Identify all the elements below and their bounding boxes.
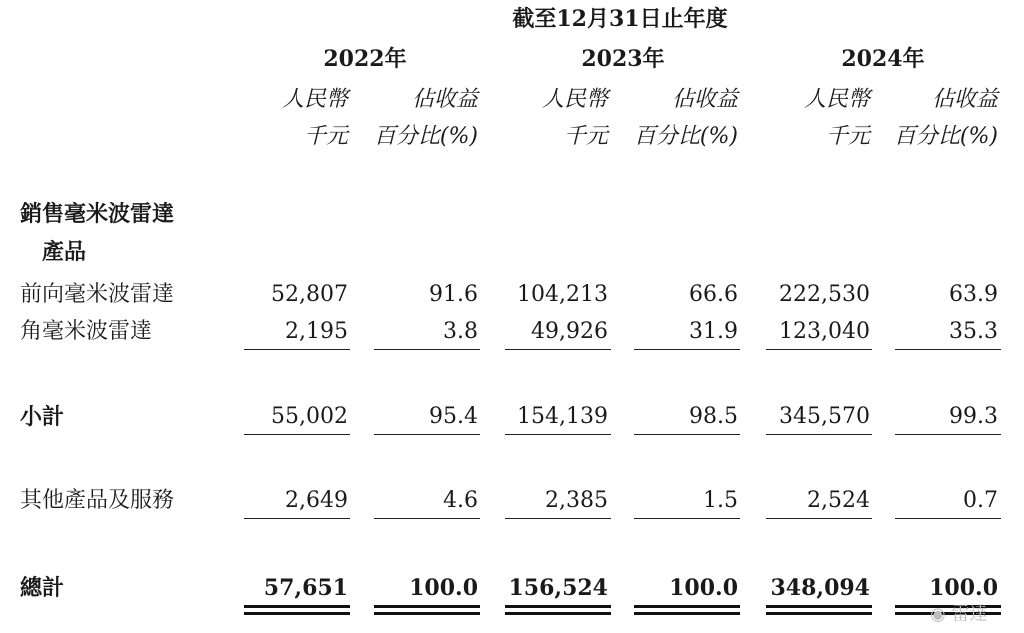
pct-label-percent-2022: 百分比(%) <box>373 124 478 149</box>
unit-label-rmb-2023: 人民幣 <box>541 87 608 112</box>
watermark-text: 雷達 <box>951 604 988 625</box>
table-cell: 66.6 <box>689 282 738 307</box>
table-cell: 95.4 <box>429 404 478 429</box>
watermark <box>930 600 987 626</box>
double-rule-top <box>244 605 350 608</box>
table-cell: 156,524 <box>508 575 608 601</box>
pct-label-revenue-2023: 佔收益 <box>671 87 738 112</box>
year-2022-heading: 2022年 <box>323 46 407 72</box>
divider <box>505 518 611 519</box>
row-label-total: 總計 <box>20 575 65 601</box>
double-rule-bottom <box>374 612 480 615</box>
double-rule-top <box>505 605 611 608</box>
weibo-icon: ◉ <box>930 604 946 625</box>
unit-label-thousand-2023: 千元 <box>563 124 608 149</box>
double-rule-top <box>374 605 480 608</box>
double-rule-bottom <box>244 612 350 615</box>
row-label-subtotal: 小計 <box>20 404 65 430</box>
divider <box>505 349 611 350</box>
table-cell: 123,040 <box>779 319 870 344</box>
unit-label-thousand-2024: 千元 <box>825 124 870 149</box>
table-cell: 100.0 <box>669 575 738 601</box>
table-cell: 345,570 <box>779 404 870 429</box>
double-rule-bottom <box>634 612 740 615</box>
divider <box>374 518 480 519</box>
row-label-other-products: 其他產品及服務 <box>20 488 175 513</box>
table-cell: 154,139 <box>517 404 608 429</box>
pct-label-revenue-2024: 佔收益 <box>931 87 998 112</box>
table-cell: 100.0 <box>929 575 998 601</box>
table-cell: 98.5 <box>689 404 738 429</box>
divider <box>895 434 1001 435</box>
table-cell: 222,530 <box>779 282 870 307</box>
row-label-forward-radar: 前向毫米波雷達 <box>20 282 175 307</box>
divider <box>374 434 480 435</box>
row-label-corner-radar: 角毫米波雷達 <box>20 319 153 344</box>
double-rule-bottom <box>505 612 611 615</box>
section-title-line1: 銷售毫米波雷達 <box>20 201 175 227</box>
period-heading: 截至12月31日止年度 <box>512 6 728 32</box>
table-cell: 4.6 <box>443 488 478 513</box>
table-cell: 31.9 <box>689 319 738 344</box>
table-cell: 35.3 <box>949 319 998 344</box>
table-cell: 1.5 <box>703 488 738 513</box>
divider <box>244 349 350 350</box>
divider <box>374 349 480 350</box>
divider <box>634 349 740 350</box>
table-cell: 2,524 <box>807 488 870 513</box>
divider <box>244 434 350 435</box>
divider <box>766 518 872 519</box>
divider <box>505 434 611 435</box>
table-cell: 55,002 <box>271 404 348 429</box>
pct-label-percent-2023: 百分比(%) <box>633 124 738 149</box>
table-cell: 104,213 <box>517 282 608 307</box>
divider <box>895 349 1001 350</box>
table-cell: 3.8 <box>443 319 478 344</box>
table-cell: 2,649 <box>285 488 348 513</box>
divider <box>895 518 1001 519</box>
divider <box>766 349 872 350</box>
table-cell: 0.7 <box>963 488 998 513</box>
divider <box>244 518 350 519</box>
double-rule-top <box>766 605 872 608</box>
table-cell: 49,926 <box>531 319 608 344</box>
table-cell: 57,651 <box>263 575 348 601</box>
unit-label-rmb-2022: 人民幣 <box>281 87 348 112</box>
table-cell: 52,807 <box>271 282 348 307</box>
table-cell: 2,385 <box>545 488 608 513</box>
table-cell: 91.6 <box>429 282 478 307</box>
divider <box>766 434 872 435</box>
table-cell: 99.3 <box>949 404 998 429</box>
pct-label-percent-2024: 百分比(%) <box>893 124 998 149</box>
table-cell: 63.9 <box>949 282 998 307</box>
divider <box>634 518 740 519</box>
divider <box>634 434 740 435</box>
year-2024-heading: 2024年 <box>841 46 925 72</box>
double-rule-bottom <box>766 612 872 615</box>
table-cell: 2,195 <box>285 319 348 344</box>
double-rule-top <box>634 605 740 608</box>
year-2023-heading: 2023年 <box>581 46 665 72</box>
table-cell: 348,094 <box>770 575 870 601</box>
section-title-line2: 產品 <box>42 239 87 265</box>
pct-label-revenue-2022: 佔收益 <box>411 87 478 112</box>
table-cell: 100.0 <box>409 575 478 601</box>
unit-label-rmb-2024: 人民幣 <box>803 87 870 112</box>
unit-label-thousand-2022: 千元 <box>303 124 348 149</box>
